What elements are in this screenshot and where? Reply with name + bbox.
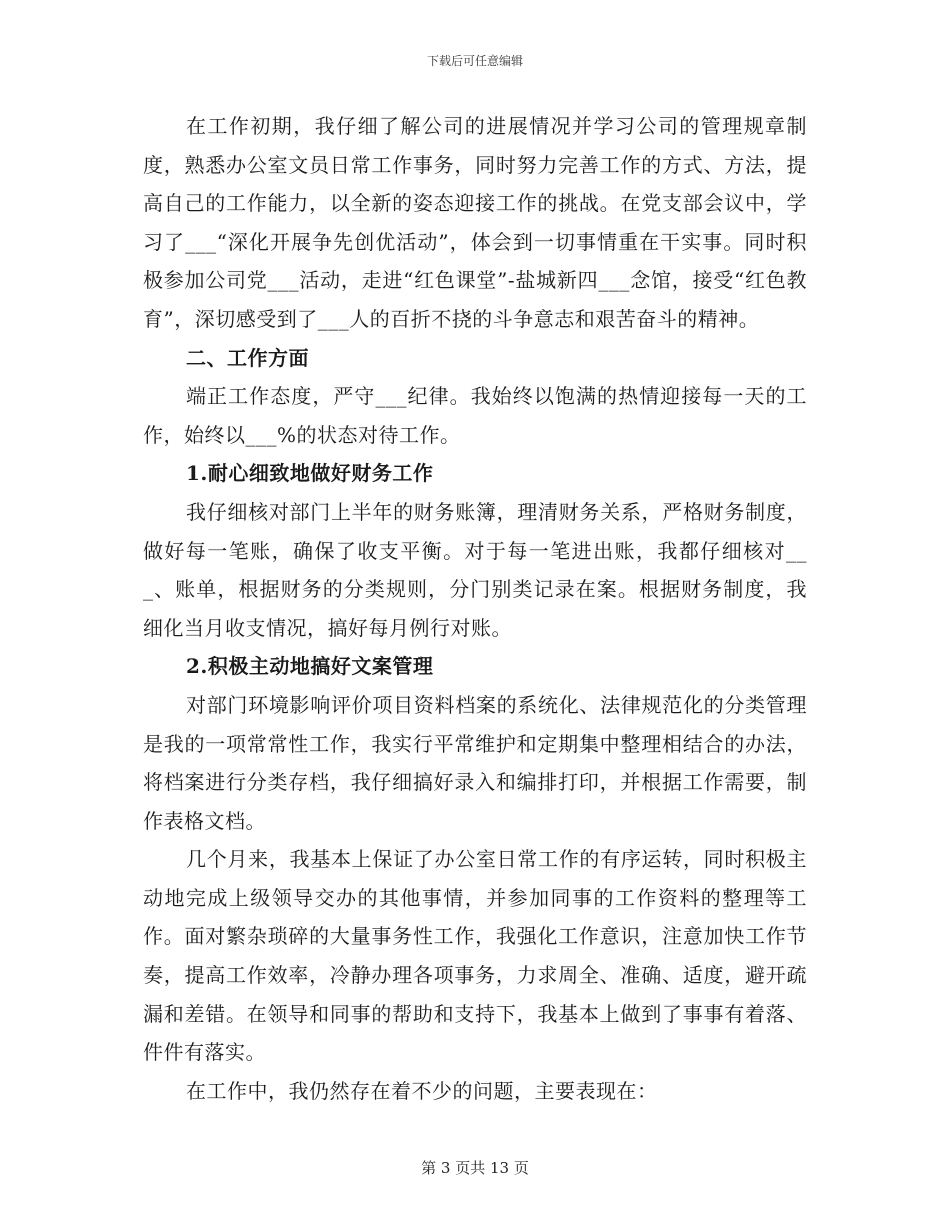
paragraph-early-work: 在工作初期，我仔细了解公司的进展情况并学习公司的管理规章制度，熟悉办公室文员日常工作事务，同时努力完善工作的方式、方法，提高自己的工作能力，以全新的姿态迎接工作的挑战。在党支部会议中，学习了___“深化开展争先创优活动”，体会到一切事情重在干实事。同时积极参加公司党___活动，走进“红色课堂”-盐城新四___念馆，接受“红色教育”，深切感受到了___人的百折不挠的斗争意志和艰苦奋斗的精神。 [143,114,807,331]
subheading-finance: 1.耐心细致地做好财务工作 [186,461,434,486]
paragraph-document-management: 对部门环境影响评价项目资料档案的系统化、法律规范化的分类管理是我的一项常常性工作，我实行平常维护和定期集中整理相结合的办法，将档案进行分类存档，我仔细搞好录入和编排打印，并根据工作需要，制作表格文档。 [143,692,807,833]
paragraph-work-attitude: 端正工作态度，严守___纪律。我始终以饱满的热情迎接每一天的工作，始终以___%的状态对待工作。 [143,384,807,447]
document-body [143,107,807,1110]
section-heading-work: 二、工作方面 [186,345,309,370]
page-footer: 第 3 页共 13 页 [421,1159,529,1177]
page-header: 下载后可任意编辑 [426,54,523,68]
paragraph-summary: 几个月来，我基本上保证了办公室日常工作的有序运转，同时积极主动地完成上级领导交办的其他事情，并参加同事的工作资料的整理等工作。面对繁杂琐碎的大量事务性工作，我强化工作意识，注意加快工作节奏，提高工作效率，冷静办理各项事务，力求周全、准确、适度，避开疏漏和差错。在领导和同事的帮助和支持下，我基本上做到了事事有着落、件件有落实。 [143,847,807,1065]
paragraph-problems: 在工作中，我仍然存在着不少的问题，主要表现在： [186,1078,658,1103]
paragraph-finance: 我仔细核对部门上半年的财务账簿，理清财务关系，严格财务制度，做好每一笔账，确保了收支平衡。对于每一笔进出账，我都仔细核对___、账单，根据财务的分类规则，分门别类记录在案。根据财务制度，我细化当月收支情况，搞好每月例行对账。 [143,499,807,640]
subheading-document-management: 2.积极主动地搞好文案管理 [186,654,434,679]
